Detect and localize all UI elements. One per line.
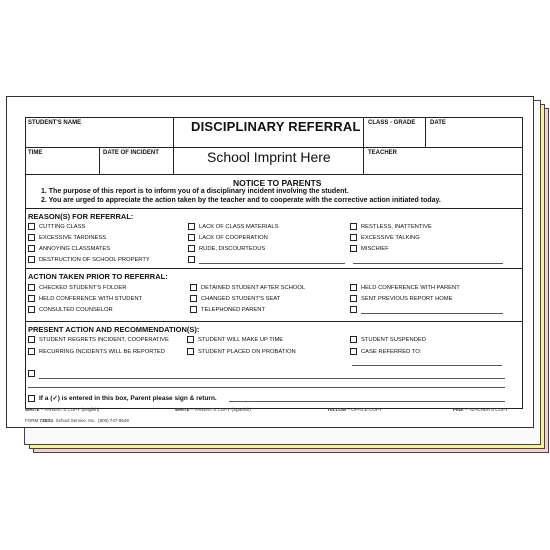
checkbox-annoying-classmates[interactable]: ANNOYING CLASSMATES (28, 245, 110, 252)
reasons-title: REASON(S) FOR REFERRAL: (28, 212, 134, 221)
footer-copy-3: YELLOW – OFFICE COPY (327, 407, 382, 412)
date-of-incident-label: DATE OF INCIDENT (103, 150, 159, 156)
students-name-label: STUDENT'S NAME (28, 120, 82, 126)
checkbox-probation[interactable]: STUDENT PLACED ON PROBATION (187, 348, 296, 355)
checkbox-action-other[interactable] (350, 306, 361, 313)
school-imprint: School Imprint Here (207, 149, 331, 165)
class-grade-label: CLASS - GRADE (368, 120, 416, 126)
checkbox-student-regrets[interactable]: STUDENT REGRETS INCIDENT, COOPERATIVE (28, 336, 169, 343)
checkbox-sent-previous-report[interactable]: SENT PREVIOUS REPORT HOME (350, 295, 452, 302)
form-number: FORM 73BS1 School Service, Inc. (800) 747-9549 (25, 418, 129, 423)
checkbox-rude-discourteous[interactable]: RUDE, DISCOURTEOUS (188, 245, 265, 252)
checkbox-destruction-of-property[interactable]: DESTRUCTION OF SCHOOL PROPERTY (28, 256, 150, 263)
checkbox-lack-of-cooperation[interactable]: LACK OF COOPERATION (188, 234, 268, 241)
teacher-label: TEACHER (368, 150, 398, 156)
footer-copy-4: PINK – TEACHER'S COPY (453, 407, 509, 412)
checkbox-suspended[interactable]: STUDENT SUSPENDED (350, 336, 426, 343)
checkbox-cutting-class[interactable]: CUTTING CLASS (28, 223, 85, 230)
checkbox-case-referred[interactable]: CASE REFERRED TO: (350, 348, 421, 355)
footer-copy-2: WHITE – PARENT'S COPY (Spanish) (175, 407, 251, 412)
checkbox-consulted-counselor[interactable]: CONSULTED COUNSELOR (28, 306, 113, 313)
date-label: DATE (430, 120, 446, 126)
checkbox-lack-of-materials[interactable]: LACK OF CLASS MATERIALS (188, 223, 278, 230)
checkbox-reason-other[interactable] (188, 256, 199, 263)
checkbox-mischief[interactable]: MISCHIEF (350, 245, 389, 252)
time-label: TIME (28, 150, 43, 156)
checkbox-conference-student[interactable]: HELD CONFERENCE WITH STUDENT (28, 295, 142, 302)
checkbox-restless-inattentive[interactable]: RESTLESS, INATTENTIVE (350, 223, 432, 230)
checkbox-telephoned-parent[interactable]: TELEPHONED PARENT (190, 306, 265, 313)
parent-sign-checkbox[interactable]: If a (✓) is entered in this box, Parent please sign & return. (28, 394, 217, 402)
reason-other-line[interactable] (199, 263, 345, 264)
actions-title: ACTION TAKEN PRIOR TO REFERRAL: (28, 272, 168, 281)
checkbox-conference-parent[interactable]: HELD CONFERENCE WITH PARENT (350, 284, 460, 291)
present-other-line-2[interactable] (28, 387, 505, 388)
notice-line-1: 1. The purpose of this report is to inform you of a disciplinary incident involving the student. (41, 188, 349, 195)
checkbox-make-up-time[interactable]: STUDENT WILL MAKE UP TIME (187, 336, 283, 343)
case-referred-line[interactable] (352, 365, 502, 366)
parent-signature-line[interactable] (229, 401, 505, 402)
checkbox-changed-seat[interactable]: CHANGED STUDENT'S SEAT (190, 295, 280, 302)
checkbox-present-other[interactable] (28, 370, 39, 377)
disciplinary-referral-form (6, 96, 534, 428)
checkbox-checked-folder[interactable]: CHECKED STUDENT'S FOLDER (28, 284, 126, 291)
checkbox-detained-student[interactable]: DETAINED STUDENT AFTER SCHOOL (190, 284, 305, 291)
checkbox-excessive-tardiness[interactable]: EXCESSIVE TARDINESS (28, 234, 106, 241)
reason-extra-line[interactable] (353, 263, 503, 264)
checkbox-recurring-incidents[interactable]: RECURRING INCIDENTS WILL BE REPORTED (28, 348, 165, 355)
action-other-line[interactable] (361, 313, 503, 314)
notice-line-2: 2. You are urged to appreciate the action taken by the teacher and to cooperate with the corrective action initiated today. (41, 197, 441, 204)
form-title: DISCIPLINARY REFERRAL (191, 119, 361, 134)
present-title: PRESENT ACTION AND RECOMMENDATION(S): (28, 325, 200, 334)
footer-copy-1: WHITE – PARENT'S COPY (English) (25, 407, 100, 412)
checkbox-excessive-talking[interactable]: EXCESSIVE TALKING (350, 234, 420, 241)
present-other-line-1[interactable] (39, 378, 505, 379)
notice-title: NOTICE TO PARENTS (233, 178, 322, 188)
